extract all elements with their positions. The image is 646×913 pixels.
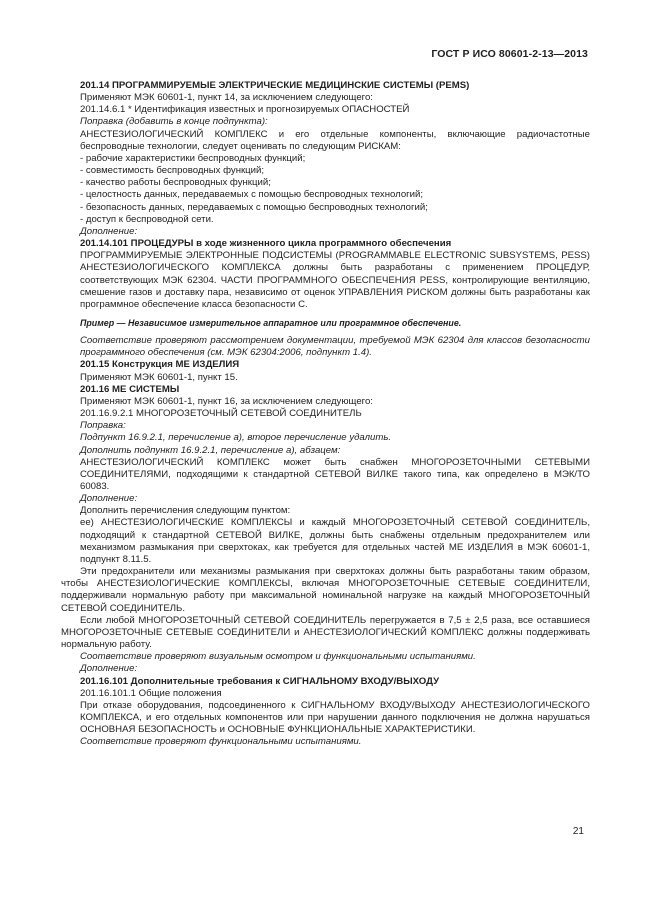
paragraph [61, 700, 590, 736]
list-item: - доступ к беспроводной сети. [80, 213, 214, 225]
document-header: ГОСТ Р ИСО 80601-2-13—2013 [431, 48, 588, 60]
paragraph [61, 517, 590, 566]
document-body [61, 80, 590, 748]
paragraph: Если любой МНОГОРОЗЕТОЧНЫЙ СЕТЕВОЙ СОЕДИНИТЕЛЬ перегружается в 7,5 ± 2,5 раза, все оставшиеся МНОГОРОЗЕТОЧНЫЕ СЕТЕВЫЕ СОЕДИНИТЕЛИ и АНЕСТЕЗИОЛОГИЧЕСКИЙ КОМПЛЕКС должны поддерживать нормальную работу. [61, 614, 590, 651]
amendment-note: Поправка: [80, 420, 126, 432]
paragraph [61, 129, 590, 153]
compliance-note: Соответствие проверяют визуальным осмотром и функциональными испытаниями. [80, 651, 476, 663]
paragraph: 201.14.6.1 * Идентификация известных и прогнозируемых ОПАСНОСТЕЙ [80, 104, 410, 116]
list-item: - совместимость беспроводных функций; [80, 165, 265, 177]
section-heading-201-14: 201.14 ПРОГРАММИРУЕМЫЕ ЭЛЕКТРИЧЕСКИЕ МЕДИЦИНСКИЕ СИСТЕМЫ (PEMS) [80, 80, 470, 91]
compliance-note: Соответствие проверяют функциональными испытаниями. [80, 736, 362, 748]
amendment-note: Дополнить подпункт 16.9.2.1, перечисление а), абзацем: [80, 444, 341, 456]
compliance-note [61, 335, 590, 359]
addition-note: Дополнение: [80, 225, 138, 237]
paragraph [61, 250, 590, 311]
paragraph-text: При отказе оборудования, подсоединенного к СИГНАЛЬНОМУ ВХОДУ/ВЫХОДУ АНЕСТЕЗИОЛОГИЧЕСКОГО КОМПЛЕКСА, и его отдельных компонентов или при нарушении данного подключения не должна нарушаться ОСНОВНАЯ БЕЗОПАСНОСТЬ и ОСНОВНЫЕ ФУНКЦИОНАЛЬНЫЕ ХАРАКТЕРИСТИКИ. [80, 699, 590, 736]
amendment-note: Поправка (добавить в конце подпункта): [80, 116, 268, 128]
paragraph [61, 457, 590, 493]
paragraph: Дополнить перечисления следующим пунктом: [80, 505, 291, 517]
section-heading-201-16: 201.16 МЕ СИСТЕМЫ [80, 383, 180, 395]
compliance-text: Соответствие проверяют рассмотрением документации, требуемой МЭК 62304 для классов безопасности программного обеспечения (см. МЭК 62304:2006, подпункт 1.4). [80, 335, 590, 359]
paragraph: Применяют МЭК 60601-1, пункт 14, за исключением следующего: [80, 92, 373, 104]
paragraph-text: ПРОГРАММИРУЕМЫЕ ЭЛЕКТРОННЫЕ ПОДСИСТЕМЫ (PROGRAMMABLE ELECTRONIC SUBSYSTEMS, PESS) АНЕСТЕЗИОЛОГИЧЕСКОГО КОМПЛЕКСА должны быть разработаны с применением ПРОЦЕДУР, соответствующих МЭК 62304. ЧАСТИ ПРОГРАММНОГО ОБЕСПЕЧЕНИЯ PESS, контролирующие вентиляцию, смешение газов и доставку пара, независимо от оценок УПРАВЛЕНИЯ РИСКОМ должны быть разработаны как программное обеспечение класса безопасности С. [80, 250, 590, 310]
section-heading-201-15: 201.15 Конструкция МЕ ИЗДЕЛИЯ [80, 359, 240, 371]
paragraph-text: АНЕСТЕЗИОЛОГИЧЕСКИЙ КОМПЛЕКС и его отдельные компоненты, включающие радиочастотные беспроводные технологии, следует оценивать по следующим РИСКАМ: [80, 128, 590, 152]
list-item: - качество работы беспроводных функций; [80, 177, 271, 189]
paragraph: Применяют МЭК 60601-1, пункт 16, за исключением следующего: [80, 395, 373, 407]
paragraph: Применяют МЭК 60601-1, пункт 15. [80, 371, 238, 383]
amendment-note: Подпункт 16.9.2.1, перечисление а), второе перечисление удалить. [80, 432, 392, 444]
paragraph-text: ее) АНЕСТЕЗИОЛОГИЧЕСКИЕ КОМПЛЕКСЫ и каждый МНОГОРОЗЕТОЧНЫЙ СЕТЕВОЙ СОЕДИНИТЕЛЬ, подходящий к стандартной СЕТЕВОЙ ВИЛКЕ, должны быть снабжены отдельным предохранителем или механизмом размыкания при сверхтоках, как требуется для отдельных частей МЕ ИЗДЕЛИЯ в МЭК 60601-1, подпункт 8.11.5. [80, 517, 590, 565]
paragraph: 201.16.9.2.1 МНОГОРОЗЕТОЧНЫЙ СЕТЕВОЙ СОЕДИНИТЕЛЬ [80, 408, 362, 420]
section-heading-201-14-101: 201.14.101 ПРОЦЕДУРЫ в ходе жизненного цикла программного обеспечения [80, 238, 452, 250]
list-item: - рабочие характеристики беспроводных функций; [80, 152, 306, 164]
addition-note: Дополнение: [80, 493, 138, 505]
paragraph: 201.16.101.1 Общие положения [80, 687, 222, 699]
paragraph: Эти предохранители или механизмы размыкания при сверхтоках должны быть разработаны таким образом, чтобы АНЕСТЕЗИОЛОГИЧЕСКИЕ КОМПЛЕКСЫ, включая МНОГОРОЗЕТОЧНЫЕ СЕТЕВЫЕ СОЕДИНИТЕЛИ, поддерживали нормальную работу при максимальной номинальной нагрузке на каждый МНОГОРОЗЕТОЧНЫЙ СЕТЕВОЙ СОЕДИНИТЕЛЬ. [61, 566, 590, 614]
list-item: - целостность данных, передаваемых с помощью беспроводных технологий; [80, 189, 424, 201]
list-item: - безопасность данных, передаваемых с помощью беспроводных технологий; [80, 201, 428, 213]
example-note: Пример — Независимое измерительное аппаратное или программное обеспечение. [80, 317, 462, 328]
addition-note: Дополнение: [80, 663, 138, 675]
section-heading-201-16-101: 201.16.101 Дополнительные требования к СИГНАЛЬНОМУ ВХОДУ/ВЫХОДУ [80, 675, 440, 687]
page-number: 21 [572, 826, 584, 837]
paragraph-text: АНЕСТЕЗИОЛОГИЧЕСКИЙ КОМПЛЕКС может быть снабжен МНОГОРОЗЕТОЧНЫМИ СЕТЕВЫМИ СОЕДИНИТЕЛЯМИ, подходящими к стандартной СЕТЕВОЙ ВИЛКЕ такого типа, как определено в МЭК/ТО 60083. [80, 456, 590, 492]
